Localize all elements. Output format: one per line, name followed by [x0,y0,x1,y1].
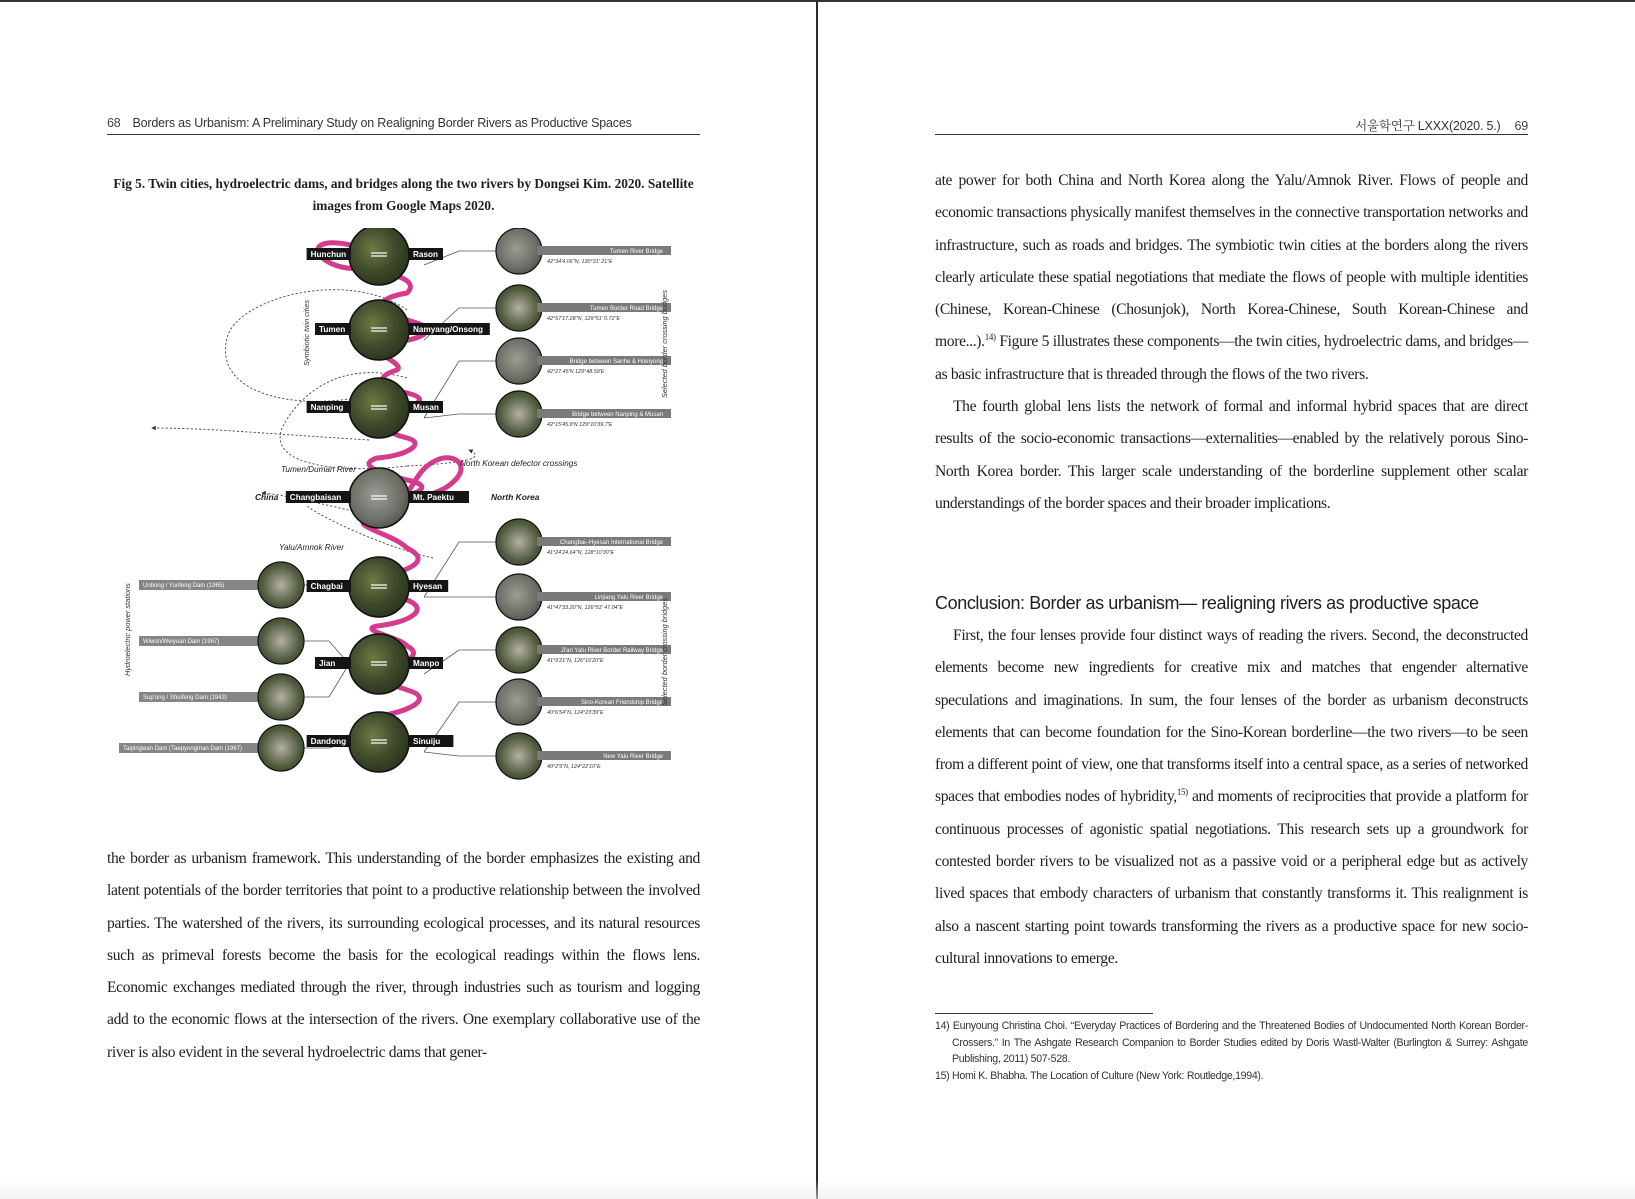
satellite-circle [349,468,409,528]
figure-diagram [107,228,700,818]
china-city-label: Nanping [310,403,344,412]
paragraph-1 [935,165,1528,391]
china-label: China [255,492,279,502]
dam-thumbnails [119,562,304,771]
bridge-item [496,228,671,274]
figure-caption: Fig 5. Twin cities, hydroelectric dams, and bridges along the two rivers by Dongsei Kim. 2020. Satellite images from Google Maps 2020. [113,176,694,213]
twin-city-node [307,378,443,438]
twin-city-node [315,634,443,694]
bridge-name: Changbai–Hyesan International Bridge [559,539,663,546]
bridge-item [496,733,671,779]
bridge-name: Tumen River Bridge [609,248,663,255]
left-body-text [107,843,700,1069]
bridge-connector [424,752,496,756]
dam-item [139,674,304,720]
tumen-river-label: Tumen/Duman River [281,465,356,474]
bridge-coords: 40°6'54"N, 124°23'39"E [547,710,604,716]
dam-name: Unbong / Yunfeng Dam (1965) [143,583,225,590]
bridge-coords: 42°15'45.8'N 129°10'39.7'E [547,422,613,428]
bridge-satellite [496,733,542,779]
bridge-name: Tumen Border Road Bridge [589,305,663,312]
right-running-head [935,116,1528,135]
right-body-lower [935,620,1528,975]
dam-item [119,725,304,771]
korea-city-label: Rason [413,250,439,259]
paragraph-3 [935,620,1528,975]
paragraph-1-text: ate power for both China and North Korea along the Yalu/Amnok River. Flows of people and economic transactions physically manifest themselves in the connective transportation networks and infrastructure, such as roads and bridges. The symbiotic twin cities at the borders along the rivers clearly articulate these spatial negotiations that mediate the flows of people with multiple identities (Chinese, Korean-Chinese (Chosunjok), North Korea-Chinese, South Korean-Chinese and more...). [935,172,1528,351]
twin-city-node [307,712,454,772]
bridge-connector [424,414,496,418]
dam-name: Sup'ung / Shuifeng Dam (1943) [143,695,227,702]
paragraph-3-tail: and moments of reciprocities that provide a platform for continuous processes of agonistic spatial negotiations. This research sets up a groundwork for contested border rivers to be visualized not as a passive void or a peripheral edge but as actively lived spaces that embody characters of urbanism that constantly transforms it. This realignment is also a nascent starting point towards transforming the rivers as a productive space for new socio-cultural innovations to emerge. [935,788,1528,967]
page-number-left: 68 [107,116,121,130]
bridge-satellite [496,574,542,620]
bridge-item [496,519,671,565]
book-spine [816,0,818,1199]
left-page [107,0,700,1199]
footnote-15: 15) Homi K. Bhabha. The Location of Culture (New York: Routledge,1994). [935,1069,1264,1082]
satellite-circle [349,300,409,360]
page-number-right: 69 [1514,119,1528,133]
dam-satellite [258,618,304,664]
china-city-label: Chagbai [310,582,343,591]
bridge-thumbnails [496,228,671,779]
defector-label: North Korean defector crossings [460,459,578,468]
bridge-item [496,338,671,384]
china-city-label: Jian [319,659,336,668]
paragraph-1-tail: Figure 5 illustrates these components—the twin cities, hydroelectric dams, and bridges—as basic infrastructure that is threaded through the flows of the two rivers. [935,333,1528,383]
bridge-satellite [496,285,542,331]
symbiotic-label: Symbiotic twin cities [302,299,311,366]
korea-city-label: Namyang/Onsong [413,325,484,334]
dam-item [139,618,304,664]
dam-satellite [258,725,304,771]
dam-name: Wiwon/Weiyuan Dam (1987) [143,639,220,646]
right-body-upper [935,165,1528,520]
bridge-coords: 42°27.45'N 129°48.59'E [547,369,605,375]
korea-city-label: Mt. Paektu [413,493,454,502]
footnotes [935,1018,1528,1084]
left-running-head [107,116,700,135]
selected-bridges-label-lower: Selected border crossing bridges [660,597,669,706]
satellite-circle [349,712,409,772]
section-heading: Conclusion: Border as urbanism— realigning rivers as productive space [935,593,1479,613]
dam-name: Taipingwan Dam (Taepyongman Dam (1987) [123,746,243,753]
korea-city-label: Sinuiju [413,737,441,746]
bridge-satellite [496,338,542,384]
left-paragraph: the border as urbanism framework. This understanding of the border emphasizes the existing and latent potentials of the border territories that point to a productive relationship between the involved parties. The watershed of the rivers, its surrounding ecological processes, and its natural resources such as primeval forests become the basis for the ecological readings within the flows lens. Economic exchanges mediated through the river, through industries such as tourism and logging add to the economic flows at the intersection of the rivers. One exemplary collaborative use of the river is also evident in the several hydroelectric dams that gener- [107,850,700,1061]
dam-satellite [258,562,304,608]
china-city-label: Tumen [319,325,346,334]
bridge-coords: 41°47'33.20"N, 126°53' 47.04"E [547,605,624,611]
bridge-item [496,285,671,331]
bridge-name: Ji'an Yalu River Border Railway Bridge [560,647,663,654]
footnote-ref-15[interactable]: 15) [1176,787,1188,798]
twin-city-nodes [286,228,490,772]
china-city-label: Hunchun [310,250,347,259]
twin-city-node [307,557,449,617]
satellite-circle [349,378,409,438]
dam-item [139,562,304,608]
bridge-coords: 41°9'21"N, 126°16'20"E [547,658,604,664]
paragraph-3-text: First, the four lenses provide four distinct ways of reading the rivers. Second, the deconstructed elements become new ingredients for creative mix and matches that engender alternative speculations and imaginations. In sum, the four lenses of the border as urbanism deconstructs elements that can become foundation for the Sino-Korean borderline—the two rivers—to be seen from a different point of view, one that transforms itself into a central space, as a series of networked spaces that embodies nodes of hybridity, [935,627,1528,806]
twin-city-node [286,468,469,528]
bridge-satellite [496,519,542,565]
china-city-label: Dandong [310,737,347,746]
hydro-label: Hydroelectric power stations [123,583,132,676]
bridge-name: Linjiang Yalu River Bridge [594,594,663,601]
bridge-satellite [496,391,542,437]
bridge-coords: 41°24'24.64"N, 128°10'30"E [547,550,615,556]
twin-city-node [315,300,490,360]
figure-5 [107,228,700,818]
korea-city-label: Musan [413,403,439,412]
bridge-name: New Yalu River Bridge [603,753,663,760]
dam-satellite [258,674,304,720]
satellite-circle [349,634,409,694]
running-title-left: Borders as Urbanism: A Preliminary Study on Realigning Border Rivers as Productive Spaces [132,116,632,130]
bridge-coords: 42°34'4.06"N, 130°31' 21"E [547,259,613,265]
bridge-coords: 42°57'17.28"N, 129°51' 0.72"E [547,316,621,322]
footnote-ref-14[interactable]: 14) [984,332,996,343]
paragraph-2: The fourth global lens lists the network of formal and informal hybrid spaces that are direct results of the socio-economic transactions—externalities—enabled by the relatively porous Sino-North Korea border. This larger scale understanding of the borderline supplement other scalar understandings of the border spaces and their broader implications. [935,398,1528,512]
footnote-14: 14) Eunyoung Christina Choi. “Everyday Practices of Bordering and the Threatened Bodies of Undocumented North Korean Border-Crossers.” In The Ashgate Research Companion to Border Studies edited by Doris Wastl-Walter (Burlington & Surrey: Ashgate Publishing, 2011) 507-528. [935,1020,1528,1065]
bridge-item [496,627,671,673]
satellite-circle [349,557,409,617]
bridge-item [496,391,671,437]
bridge-item [496,679,671,725]
bridge-satellite [496,679,542,725]
bridge-name: Bridge between Sanhe & Hoelyong [569,358,663,365]
china-city-label: Changbaisan [289,493,342,502]
selected-bridges-label-upper: Selected border crossing bridges [660,289,669,398]
bridge-satellite [496,627,542,673]
korea-city-label: Manpo [413,659,440,668]
right-page [935,0,1528,1199]
running-title-right: 서울학연구 LXXX(2020. 5.) [1355,119,1501,133]
bridge-name: Bridge between Nanping & Musan [571,411,663,418]
north-korea-label: North Korea [491,492,540,502]
yalu-river-label: Yalu/Amnok River [279,543,344,552]
bridge-item [496,574,671,620]
bridge-satellite [496,228,542,274]
korea-city-label: Hyesan [413,582,443,591]
bridge-coords: 40°2'9"N, 124°22'10"E [547,764,601,770]
footnote-rule [935,1013,1153,1014]
twin-city-node [307,228,443,285]
bridge-name: Sino-Korean Friendship Bridge [580,699,663,706]
